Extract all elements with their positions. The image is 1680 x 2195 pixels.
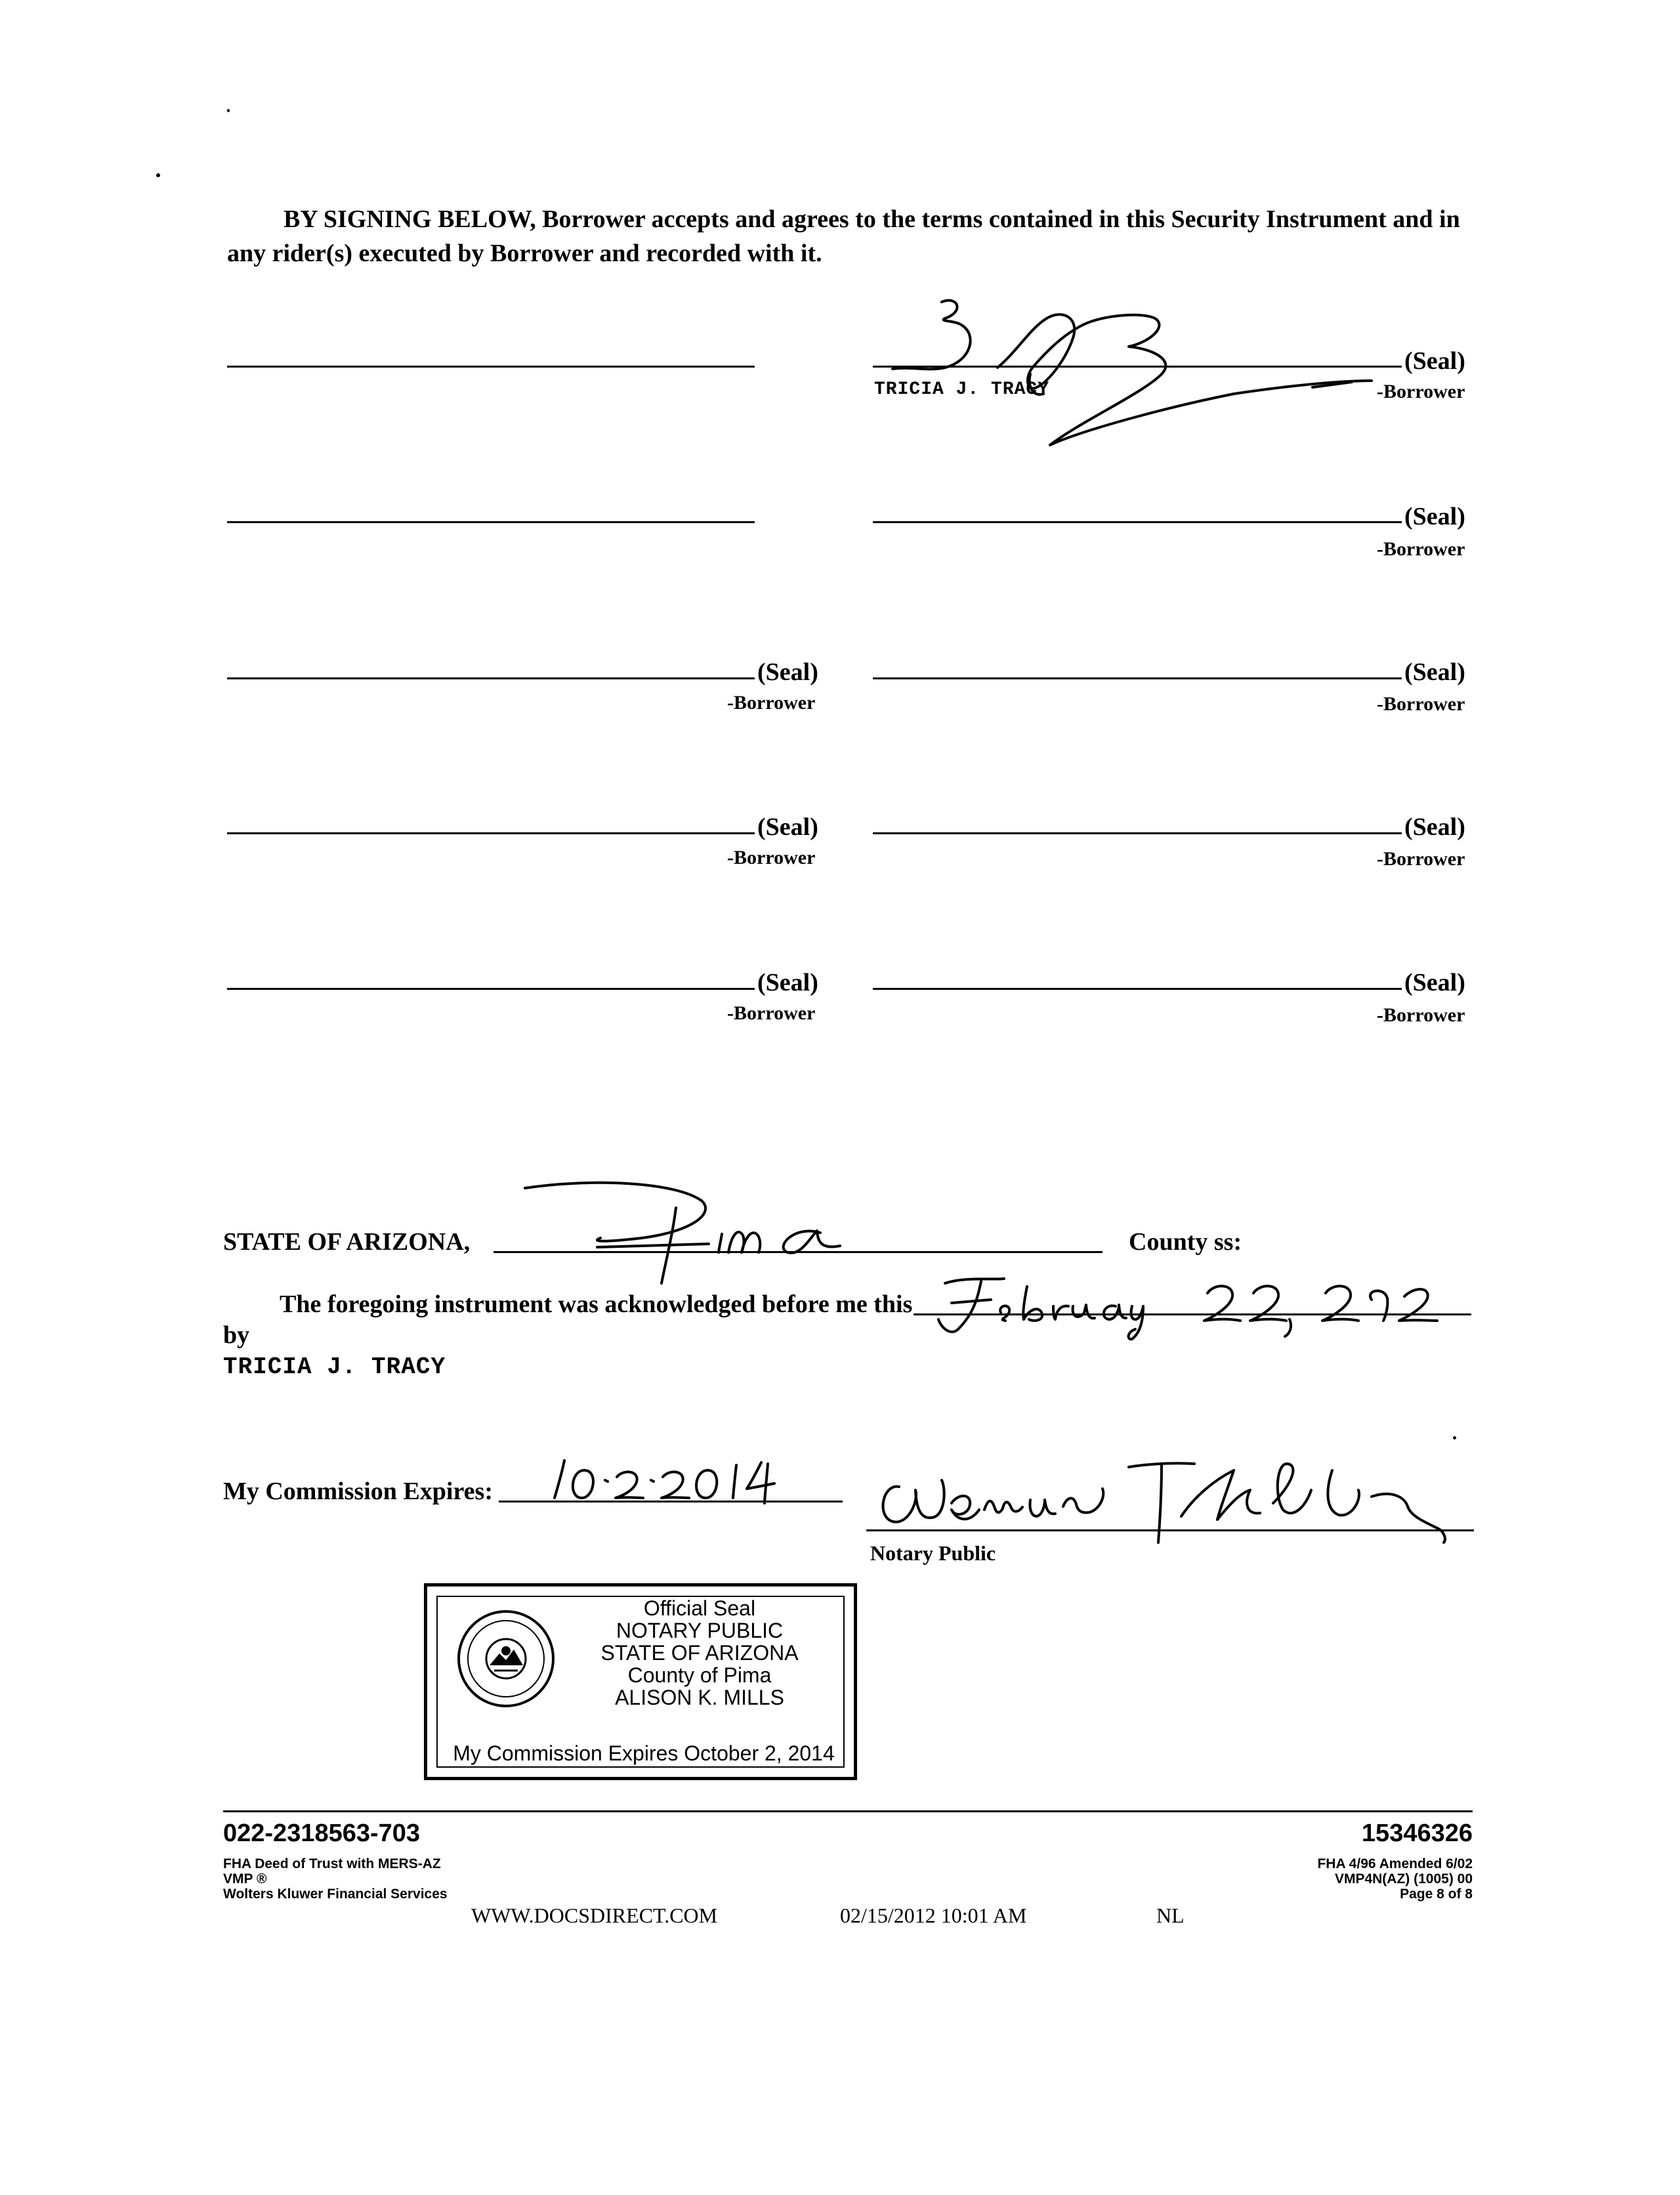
seal-label: (Seal) [1404,969,1465,996]
borrower-label: -Borrower [1377,381,1465,402]
form-title: FHA Deed of Trust with MERS-AZ [223,1856,441,1871]
seal-label: (Seal) [1404,658,1465,686]
scan-speck [1453,1436,1456,1439]
borrower-label: -Borrower [727,847,816,868]
signature-line [227,521,755,523]
by-label: by [223,1321,250,1349]
loan-number: 022-2318563-703 [223,1820,421,1847]
signature-line [227,677,755,679]
stamp-line: STATE OF ARIZONA [600,1641,799,1665]
borrower-label: -Borrower [727,1002,816,1024]
page-info: Page 8 of 8 [1400,1886,1473,1902]
seal-label: (Seal) [757,658,818,686]
borrower-label: -Borrower [1377,1004,1465,1026]
signature-line [227,988,755,990]
borrower-signature [866,289,1418,473]
intro-paragraph: BY SIGNING BELOW, Borrower accepts and agrees to the terms contained in this Security Instrument and in any rider(s) executed by Borrower and recorded with it. [227,205,1460,267]
stamp-line: County of Pima [627,1663,772,1687]
stamp-text [552,1597,847,1709]
form-code: FHA 4/96 Amended 6/02 [1317,1856,1473,1871]
footer-rule [223,1810,1473,1812]
vmp-mark: VMP ® [223,1871,267,1886]
website: WWW.DOCSDIRECT.COM [471,1904,718,1927]
form-info-right [1208,1856,1473,1902]
handwritten-county [512,1162,879,1293]
acknowledgment-text: The foregoing instrument was acknowledged before me this [280,1290,913,1318]
initials: NL [1156,1904,1185,1927]
signature-line [873,988,1402,990]
handwritten-commission-date [545,1451,833,1510]
notary-stamp [424,1583,857,1780]
publisher: Wolters Kluwer Financial Services [223,1886,448,1902]
stamp-expiration: My Commission Expires October 2, 2014 [453,1741,835,1765]
stamp-line: ALISON K. MILLS [615,1686,784,1709]
county-label: County ss: [1129,1228,1242,1256]
stamp-line: NOTARY PUBLIC [616,1619,784,1642]
signature-line [873,677,1402,679]
seal-label: (Seal) [1404,813,1465,841]
notary-public-label: Notary Public [870,1541,996,1565]
borrower-label: -Borrower [1377,538,1465,560]
borrower-label: -Borrower [727,692,816,714]
signature-line [227,366,755,368]
form-info-left [223,1856,448,1902]
form-code: VMP4N(AZ) (1005) 00 [1334,1871,1473,1886]
signature-line [873,832,1402,834]
scan-speck [156,173,160,177]
scan-speck [227,109,230,112]
arizona-seal-emblem [453,1606,558,1711]
stamp-line: Official Seal [643,1596,756,1620]
acknowledged-name: TRICIA J. TRACY [223,1353,446,1380]
borrower-label: -Borrower [1377,693,1465,715]
state-label: STATE OF ARIZONA, [223,1228,471,1256]
signature-line [227,832,755,834]
signature-line [873,521,1402,523]
seal-label: (Seal) [1404,503,1465,530]
seal-label: (Seal) [1404,347,1465,375]
print-datetime: 02/15/2012 10:01 AM [840,1904,1027,1927]
seal-label: (Seal) [757,813,818,841]
commission-label: My Commission Expires: [223,1478,493,1505]
borrower-label: -Borrower [1377,848,1465,870]
handwritten-date [932,1267,1444,1346]
seal-label: (Seal) [757,969,818,996]
document-number: 15346326 [1361,1820,1473,1847]
borrower-typed-name: TRICIA J. TRACY [874,379,1050,400]
